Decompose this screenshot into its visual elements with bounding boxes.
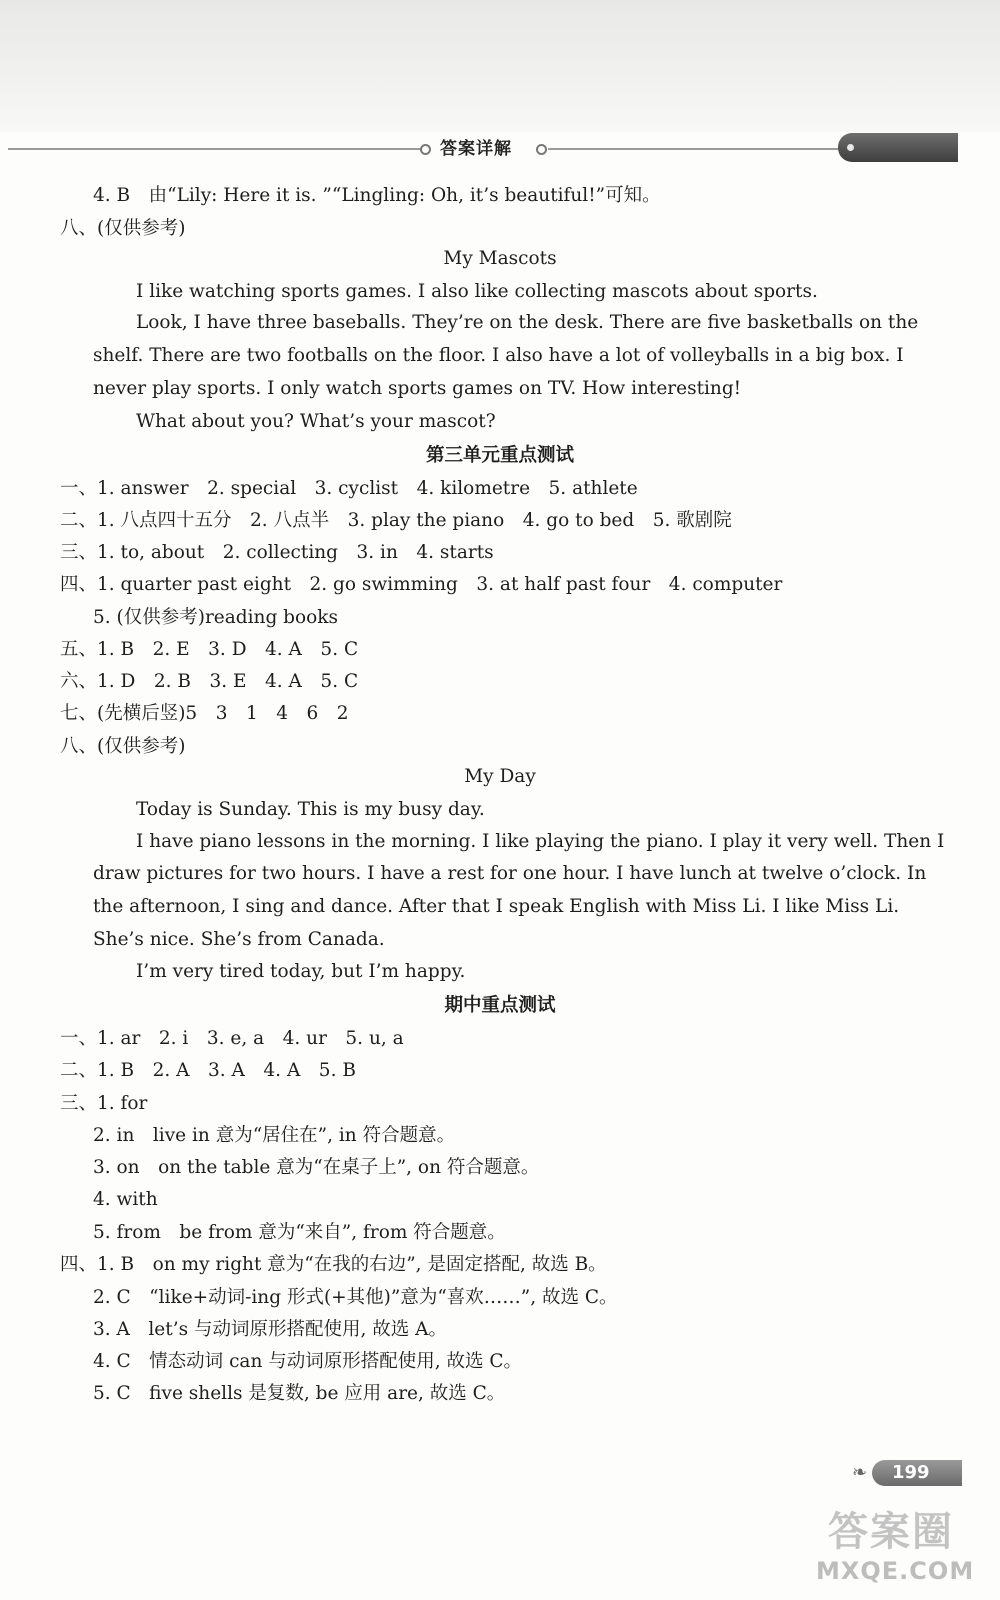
text-line: I’m very tired today, but I’m happy. xyxy=(136,961,466,982)
text-line: I have piano lessons in the morning. I like playing the piano. I play it very well. Then I xyxy=(136,831,945,852)
watermark-logo: 答案圈 xyxy=(828,1509,954,1555)
text-line: the afternoon, I sing and dance. After that I speak English with Miss Li. I like Miss Li. xyxy=(93,896,900,917)
text-line: shelf. There are two footballs on the floor. I also have a lot of volleyballs in a big box. I xyxy=(93,345,904,366)
text-line: 4. with xyxy=(93,1189,158,1210)
text-line: She’s nice. She’s from Canada. xyxy=(93,929,385,950)
text-line: 二、1. 八点四十五分 2. 八点半 3. play the piano 4. go to bed 5. 歌剧院 xyxy=(60,510,732,531)
text-line: 5. from be from 意为“来自”, from 符合题意。 xyxy=(93,1222,506,1243)
text-line: 一、1. answer 2. special 3. cyclist 4. kilometre 5. athlete xyxy=(60,478,638,499)
text-line: 3. A let’s 与动词原形搭配使用, 故选 A。 xyxy=(93,1319,447,1340)
section-heading: 八、(仅供参考) xyxy=(60,218,186,239)
text-line: 七、(先横后竖)5 3 1 4 6 2 xyxy=(60,703,349,724)
leaf-icon: ❧ xyxy=(852,1462,868,1483)
page-number: 199 xyxy=(872,1460,962,1486)
text-line: I like watching sports games. I also like collecting mascots about sports. xyxy=(136,281,818,302)
watermark-url: MXQE.COM xyxy=(816,1557,975,1585)
text-line: 2. C “like+动词-ing 形式(+其他)”意为“喜欢……”, 故选 C。 xyxy=(93,1287,618,1308)
text-line: 一、1. ar 2. i 3. e, a 4. ur 5. u, a xyxy=(60,1028,404,1049)
text-line: 4. C 情态动词 can 与动词原形搭配使用, 故选 C。 xyxy=(93,1351,523,1372)
text-line: 五、1. B 2. E 3. D 4. A 5. C xyxy=(60,639,359,660)
text-line: 5. (仅供参考)reading books xyxy=(93,607,339,628)
section-heading: 八、(仅供参考) xyxy=(60,736,186,757)
text-line: Look, I have three baseballs. They’re on the desk. There are five basketballs on the xyxy=(136,312,919,333)
text-line: 2. in live in 意为“居住在”, in 符合题意。 xyxy=(93,1125,456,1146)
text-line: draw pictures for two hours. I have a rest for one hour. I have lunch at twelve o’clock. In xyxy=(93,863,927,884)
text-line: 二、1. B 2. A 3. A 4. A 5. B xyxy=(60,1060,356,1081)
essay-title: My Mascots xyxy=(443,248,557,269)
text-line: 三、1. to, about 2. collecting 3. in 4. starts xyxy=(60,542,494,563)
text-line: What about you? What’s your mascot? xyxy=(136,411,496,432)
unit-test-heading: 第三单元重点测试 xyxy=(425,445,574,466)
header-title: 答案详解 xyxy=(440,139,512,159)
text-line: 四、1. B on my right 意为“在我的右边”, 是固定搭配, 故选 B。 xyxy=(60,1254,607,1275)
text-line: 四、1. quarter past eight 2. go swimming 3. at half past four 4. computer xyxy=(60,574,783,595)
essay-title: My Day xyxy=(464,766,536,787)
text-line: 六、1. D 2. B 3. E 4. A 5. C xyxy=(60,671,359,692)
text-line: 3. on on the table 意为“在桌子上”, on 符合题意。 xyxy=(93,1157,540,1178)
text-line: never play sports. I only watch sports games on TV. How interesting! xyxy=(93,378,742,399)
text-line: 三、1. for xyxy=(60,1093,148,1114)
midterm-test-heading: 期中重点测试 xyxy=(444,995,556,1016)
text-line: 4. B 由“Lily: Here it is. ”“Lingling: Oh, it’s beautiful!”可知。 xyxy=(93,185,661,206)
text-line: Today is Sunday. This is my busy day. xyxy=(136,799,485,820)
text-line: 5. C five shells 是复数, be 应用 are, 故选 C。 xyxy=(93,1383,506,1404)
